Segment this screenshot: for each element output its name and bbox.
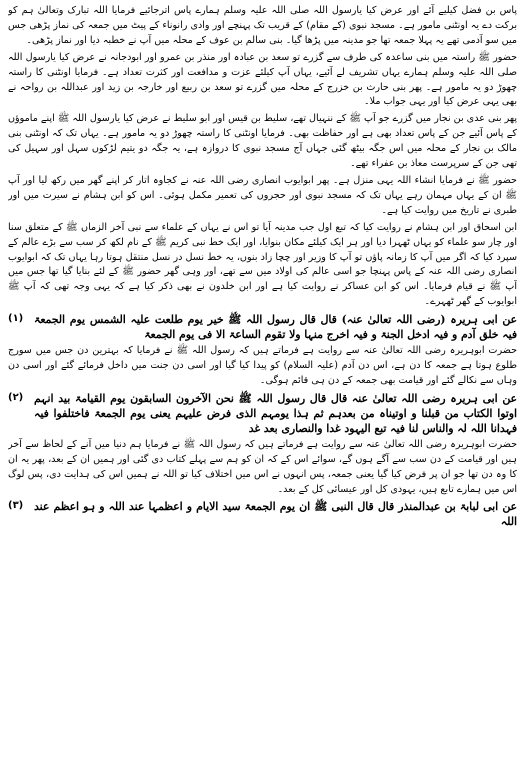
paragraph: پاس بن فضل کیلیے آئے اور عرض کیا یارسول اللہ صلی اللہ علیہ وسلم ہمارے پاس اترجائیے فرمایا اللہ تبارک وتعالیٰ ہم کو برکت دے یہ اونٹنی مامور ہے۔ مسجد نبوی (کے مقام) کے قریب تک پہنچے اور وادی رانوناء کے پیٹ میں جمعہ کی نماز پڑھی جس میں سو آدمی تھے یہ پہلا جمعہ تھا جو مدینہ میں پڑھا گیا۔ بنی سالم بن عوف کے محلہ میں آپ نے خطبہ دیا اور نماز پڑھی۔ xyxy=(8,5,517,46)
hadith-block xyxy=(8,312,517,389)
hadith-block xyxy=(8,499,517,529)
hadith-number: (۲) xyxy=(8,391,24,403)
paragraph: ابن اسحاق اور ابن ہشام نے روایت کیا کہ تبع اول جب مدینہ آیا تو اس نے یہاں کے علماء سے نبی آخر الزماں ﷺ کے متعلق سنا اور چار سو علماء کو یہاں ٹھہرا دیا اور ہر ایک کیلئے مکان بنوایا، اور ایک خط نبی کریم ﷺ کے نام لکھ کر سب سے بڑے عالم کے سپرد کیا کہ اگر میں آپ کا زمانہ پاؤں تو آپ کا وزیر اور چچا زاد بنوں، یہ خط نسل در نسل منتقل ہوتا رہا یہاں تک کہ ابوایوب انصاری رضی اللہ عنہ کے پاس پہنچا جو اسی عالم کی اولاد میں سے تھے، اور وہی گھر حضور ﷺ کے لئے بنایا گیا تھا جس میں آپ ﷺ نے قیام فرمایا۔ اس کو ابن عساکر نے روایت کیا ہے اور ابن خلدون نے بھی ذکر کیا ہے کہ یہی وجہ تھی کہ آپ ﷺ ابوایوب کے گھر ٹھہرے۔ xyxy=(8,221,517,308)
document-body xyxy=(8,4,517,529)
hadith-arabic-text: عن ابی ہریرہ (رضی اللہ تعالیٰ عنہ) قال قال رسول اللہ ﷺ خیر یوم طلعت علیہ الشمس یوم الجمعۃ فیہ خلق آدم و فیہ ادخل الجنۃ و فیہ اخرج منہا ولا تقوم الساعۃ الا فی یوم الجمعۃ xyxy=(34,313,517,342)
paragraph: پھر بنی عدی بن نجار میں گزرے جو آپ ﷺ کے ننہیال تھے، سلیط بن قیس اور ابو سلیط نے عرض کیا یارسول اللہ ﷺ اپنے ماموؤں کے پاس آئیے جن کے پاس تعداد بھی ہے اور حفاظت بھی۔ فرمایا اونٹنی کا راستہ چھوڑ دو یہ مامور ہے۔ یہاں تک کہ اونٹنی بنی مالک بن نجار کے محلہ میں اس جگہ بیٹھ گئی جہاں آج مسجد نبوی کا دروازہ ہے، یہ جگہ دو یتیم لڑکوں سہل اور سہیل کی تھی جن کے سرپرست معاذ بن عفراء تھے۔ xyxy=(8,113,517,170)
document-page xyxy=(8,4,517,759)
hadith-translation: حضرت ابوہریرہ رضی اللہ تعالیٰ عنہ سے روایت ہے فرماتے ہیں کہ رسول اللہ ﷺ نے فرمایا ہم دنیا میں آنے کے لحاظ سے آخر ہیں اور قیامت کے دن سب سے آگے ہوں گے، سوائے اس کے کہ ان کو ہم سے پہلے کتاب دی گئی اور ہمیں ان کے بعد، پھر یہ ان کا وہ دن تھا جو ان پر فرض کیا گیا یعنی جمعہ، پس انہوں نے اس میں اختلاف کیا تو اللہ نے ہمیں اس کی ہدایت دی، پس لوگ اس میں ہمارے تابع ہیں، یہودی کل اور عیسائی کل کے بعد۔ xyxy=(8,438,517,495)
hadith-translation: حضرت ابوہریرہ رضی اللہ تعالیٰ عنہ سے روایت ہے فرماتے ہیں کہ رسول اللہ ﷺ نے فرمایا کہ بہترین دن جس میں سورج طلوع ہوتا ہے جمعہ کا دن ہے، اس دن آدم (علیہ السلام) کو پیدا کیا گیا اور اسی دن جنت میں داخل فرمائے گئے اور اسی دن وہاں سے نکالے گئے اور قیامت بھی جمعہ کے دن ہی قائم ہوگی۔ xyxy=(8,345,517,386)
paragraph: حضور ﷺ راستہ میں بنی ساعدہ کی طرف سے گزرے تو سعد بن عبادہ اور منذر بن عمرو اور ابودجانہ نے عرض کیا یارسول اللہ صلی اللہ علیہ وسلم ہمارے یہاں تشریف لے آئیے، یہاں آپ کیلئے عزت و مدافعت اور کثرت تعداد ہے۔ فرمایا اونٹنی کا راستہ چھوڑ دو یہ مامور ہے۔ پھر بنی حارث بن خزرج کے محلہ میں گزرے تو سعد بن ربیع اور خارجہ بن زید اور عبداللہ بن رواحہ نے بھی یہی عرض کیا اور یہی جواب ملا۔ xyxy=(8,51,517,108)
hadith-block xyxy=(8,391,517,498)
hadith-arabic-text: عن ابی لبابۃ بن عبدالمنذر قال قال النبی ﷺ ان یوم الجمعۃ سید الایام و اعظمہا عند اللہ و ہو اعظم عند اللہ xyxy=(34,500,517,529)
hadith-number: (۱) xyxy=(8,313,24,325)
hadith-arabic-text: عن ابی ہریرہ رضی اللہ تعالیٰ عنہ قال قال رسول اللہ ﷺ نحن الآخرون السابقون یوم القیامۃ بید انہم اوتوا الکتاب من قبلنا و اوتیناہ من بعدہم ثم ہذا یومہم الذی فرض علیہم یعنی یوم الجمعۃ فاختلفوا فیہ فہدانا اللہ لہ والناس لنا فیہ تبع الیہود غدا والنصاری بعد غد xyxy=(34,391,517,435)
paragraph: حضور ﷺ نے فرمایا انشاء اللہ یہی منزل ہے۔ پھر ابوایوب انصاری رضی اللہ عنہ نے کجاوہ اتار کر اپنے گھر میں رکھ لیا اور آپ ﷺ ان کے یہاں مہمان رہے یہاں تک کہ مسجد نبوی اور حجروں کی تعمیر مکمل ہوئی۔ اس کو ابن ہشام نے سیرت میں اور طبری نے تاریخ میں روایت کیا ہے۔ xyxy=(8,174,517,216)
hadith-number: (۳) xyxy=(8,500,24,512)
